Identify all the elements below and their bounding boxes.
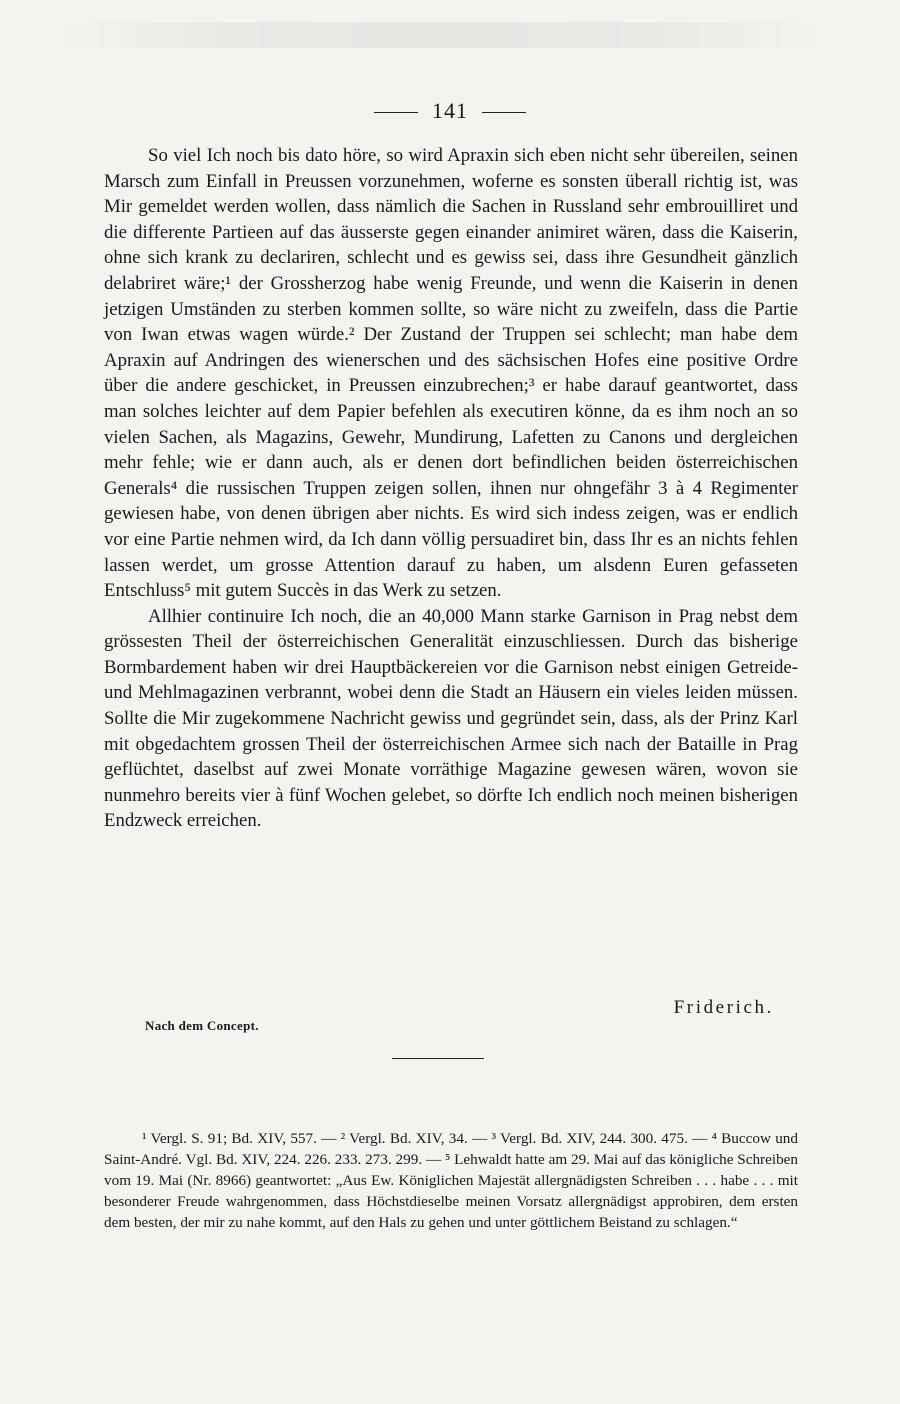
page-number: 141 — [432, 98, 468, 123]
footnotes — [104, 1128, 798, 1233]
header-rule-left — [374, 112, 418, 113]
page-header — [0, 98, 900, 124]
paragraph-2: Allhier continuire Ich noch, die an 40,000 Mann starke Garnison in Prag nebst dem grössesten Theil der österreichischen Generalität einzuschliessen. Durch das bisherige Bormbardement haben wir drei Hauptbäckereien vor die Garnison nebst einigen Getreide- und Mehlmagazinen verbrannt, wobei denn die Stadt an Häusern ein vieles leiden müssen. Sollte die Mir zugekommene Nachricht gewiss und gegründet sein, dass, als der Prinz Karl mit obgedachtem grossen Theil der österreichischen Armee sich nach der Bataille in Prag geflüchtet, daselbst auf zwei Monate vorräthige Magazine gewesen wären, wovon sie nunmehro bereits vier à fünf Wochen gelebet, so dörfte Ich endlich noch meinen bisherigen Endzweck erreichen. — [104, 605, 798, 832]
footnotes-text: ¹ Vergl. S. 91; Bd. XIV, 557. — ² Vergl. Bd. XIV, 34. — ³ Vergl. Bd. XIV, 244. 300. 475. — ⁴ Buccow und Saint-André. Vgl. Bd. XIV, 224. 226. 233. 273. 299. — ⁵ Lehwaldt hatte am 29. Mai auf das königliche Schreiben vom 19. Mai (Nr. 8966) geantwortet: „Aus Ew. Königlichen Majestät allergnädigsten Schreiben . . . habe . . . mit besonderer Freude wahrgenommen, dass Höchstdieselbe meinen Vorsatz allergnädigst approbiren, dem ersten dem besten, der mir zu nahe kommt, auf den Hals zu gehen und unter göttlichem Beistand zu schlagen.“ — [104, 1130, 798, 1231]
source-note: Nach dem Concept. — [145, 1018, 259, 1033]
letter-body — [104, 143, 798, 834]
header-rule-right — [482, 112, 526, 113]
section-divider — [392, 1058, 484, 1059]
signature: Friderich. — [673, 997, 774, 1018]
paragraph-1: So viel Ich noch bis dato höre, so wird Apraxin sich eben nicht sehr übereilen, seinen Marsch zum Einfall in Preussen vorzunehmen, woferne es sonsten überall richtig ist, was Mir gemeldet werden wollen, dass nämlich die Sachen in Russland sehr embrouilliret und die differente Partieen auf das äusserste gegen einander animiret wären, dass die Kaiserin, ohne sich krank zu declariren, schlecht und es gewiss sei, dass ihre Gesundheit gänzlich delabriret wäre;¹ der Grossherzog habe wenig Freunde, und wenn die Kaiserin in denen jetzigen Umständen zu sterben kommen sollte, so wäre nicht zu zweifeln, dass die Partie von Iwan etwas wagen würde.² Der Zustand der Truppen sei schlecht; man habe dem Apraxin auf Andringen des wienerschen und des sächsischen Hofes eine positive Ordre über die andere geschicket, in Preussen einzubrechen;³ er habe darauf geantwortet, dass man solches leichter auf dem Papier befehlen als executiren könne, da es ihm noch an so vielen Sachen, als Magazins, Gewehr, Mundirung, Lafetten zu Canons und dergleichen mehr fehle; wie er dann auch, als er denen dort befindlichen beiden österreichischen Generals⁴ die russischen Truppen zeigen sollen, ihnen nur ohngefähr 3 à 4 Regimenter gewiesen habe, von denen übrigen aber nichts. Es wird sich indess zeigen, was er endlich vor eine Partie nehmen wird, da Ich dann völlig persuadiret bin, dass Ihr es an nichts fehlen lassen werdet, um grosse Attention darauf zu haben, um alsdenn Euren gefasseten Entschluss⁵ mit gutem Succès in das Werk zu setzen. — [104, 145, 798, 602]
page-smudge — [60, 22, 820, 48]
